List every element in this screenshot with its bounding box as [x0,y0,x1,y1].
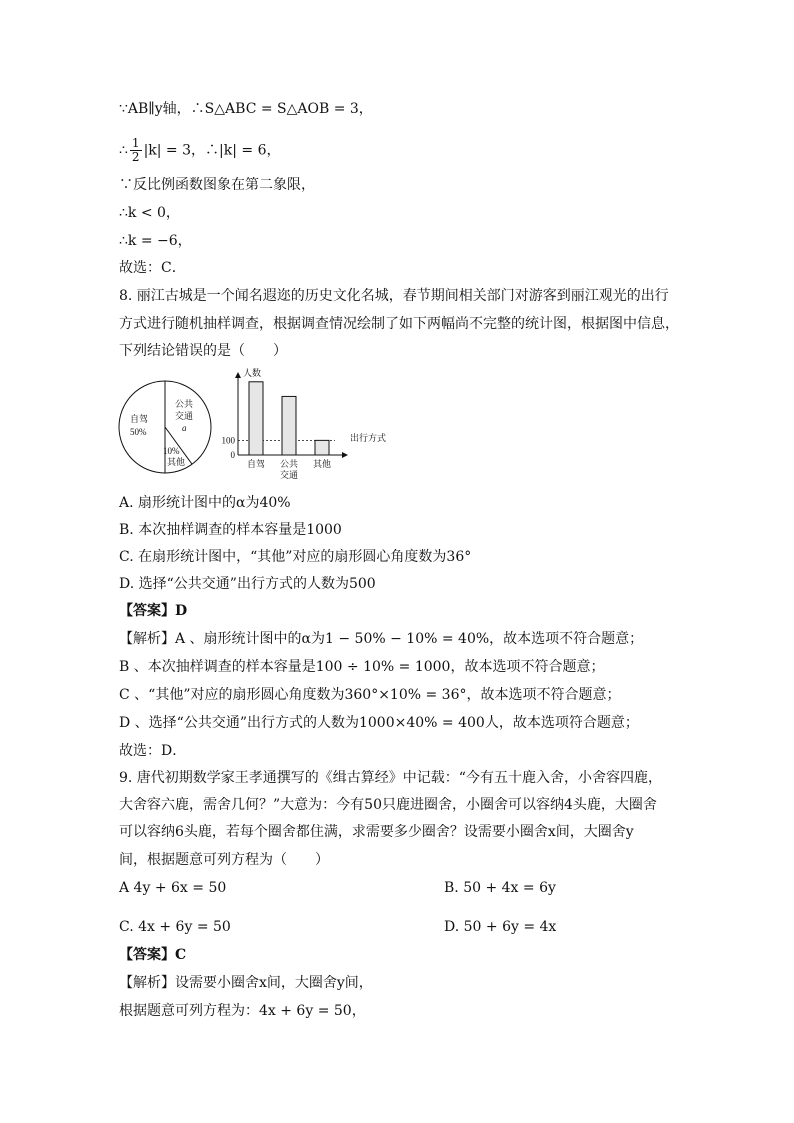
fraction-one-half [130,137,142,164]
pie-label-self-pct: 50% [130,427,147,437]
solution-line-4: ∴k < 0， [119,205,180,221]
q9-explanation-2: 根据题意可列方程为：4x + 6y = 50， [119,1003,366,1019]
bar [249,382,263,455]
q8-option-a: A. 扇形统计图中的α为40% [119,495,291,511]
q8-choose: 故选：D． [119,743,187,759]
therefore-symbol: ∴ [119,142,128,159]
q8-stem-line-2: 方式进行随机抽样调查，根据调查情况绘制了如下两幅尚不完整的统计图，根据图中信息， [119,316,679,332]
bar-y-tick-label: 100 [221,435,235,446]
bar [282,396,296,455]
pie-label-public-1: 公共 [175,399,194,409]
q8-stem-line-1: 8. 丽江古城是一个闻名遐迩的历史文化名城，春节期间相关部门对游客到丽江观光的出行 [119,288,669,304]
pie-label-other-pct: 10% [163,446,180,456]
solution-choose: 故选：C． [119,260,186,276]
q9-option-d: D. 50 + 6y = 4x [444,919,557,935]
q9-stem-line-2: 大舍容六鹿，需舍几何？”大意为：今有50只鹿进圈舍，小圈舍可以容纳4头鹿，大圈舍 [119,797,657,813]
q9-option-b: B. 50 + 4x = 6y [444,880,556,896]
abs-k-equations: |k| = 3，∴|k| = 6， [143,142,281,159]
q8-explanation-2: B 、本次抽样调查的样本容量是100 ÷ 10% = 1000，故本选项不符合题意； [119,659,605,675]
q8-answer: 【答案】D [119,603,188,619]
q9-stem-line-1: 9. 唐代初期数学家王孝通撰写的《缉古算经》中记载：“今有五十鹿入舍，小舍容四鹿， [119,770,662,786]
bar-category-label: 公共 [279,459,299,469]
pie-label-public-val: a [182,423,187,433]
fraction-numerator: 1 [131,136,140,150]
q8-explanation-4: D 、选择“公共交通”出行方式的人数为1000×40% = 400人，故本选项符合题意； [119,715,639,731]
q8-option-c: C. 在扇形统计图中，“其他”对应的扇形圆心角度数为36° [119,549,472,565]
solution-line-5: ∴k = −6， [119,233,192,249]
q8-figure-svg [115,365,405,489]
bar-y-axis-arrow [235,372,241,378]
bar-y-tick-label: 0 [230,450,235,460]
q8-figure [115,365,405,493]
q9-option-a: A 4y + 6x = 50 [119,880,227,896]
pie-label-public-2: 交通 [175,411,194,421]
q9-stem-line-3: 可以容纳6头鹿，若每个圈舍都住满，求需要多少圈舍？设需要小圈舍x间，大圈舍y [119,824,634,840]
q8-explanation-1: 【解析】A 、扇形统计图中的α为1 − 50% − 10% = 40%，故本选项不符合题意； [119,631,644,647]
bar-category-label: 交通 [279,470,299,480]
bar-category-label: 自驾 [246,459,266,469]
q8-stem-line-3: 下列结论错误的是（ ） [119,343,287,359]
q8-option-b: B. 本次抽样调查的样本容量是1000 [119,522,342,538]
bar-x-axis-arrow [342,452,348,458]
q8-explanation-3: C 、“其他”对应的扇形圆心角度数为360°×10% = 36°，故本选项不符合题意； [119,687,621,703]
pie-label-other: 其他 [167,457,186,467]
bar-x-axis-label: 出行方式 [350,433,387,443]
solution-line-2 [119,137,280,164]
pie-label-self: 自驾 [130,414,149,424]
q9-option-c: C. 4x + 6y = 50 [119,919,231,935]
solution-line-1: ∵AB∥y轴，∴S△ABC = S△AOB = 3， [119,101,373,117]
bar [315,440,329,455]
solution-line-3: ∵反比例函数图象在第二象限， [119,177,315,193]
fraction-denominator: 2 [131,150,140,164]
q9-answer: 【答案】C [119,947,187,963]
bar-chart [222,372,349,480]
bar-category-label: 其他 [312,459,332,469]
q9-explanation-1: 【解析】设需要小圈舍x间，大圈舍y间， [119,975,373,991]
bar-y-axis-label: 人数 [243,368,262,378]
q9-stem-line-4: 间，根据题意可列方程为（ ） [119,852,329,868]
q8-option-d: D. 选择“公共交通”出行方式的人数为500 [119,576,376,592]
